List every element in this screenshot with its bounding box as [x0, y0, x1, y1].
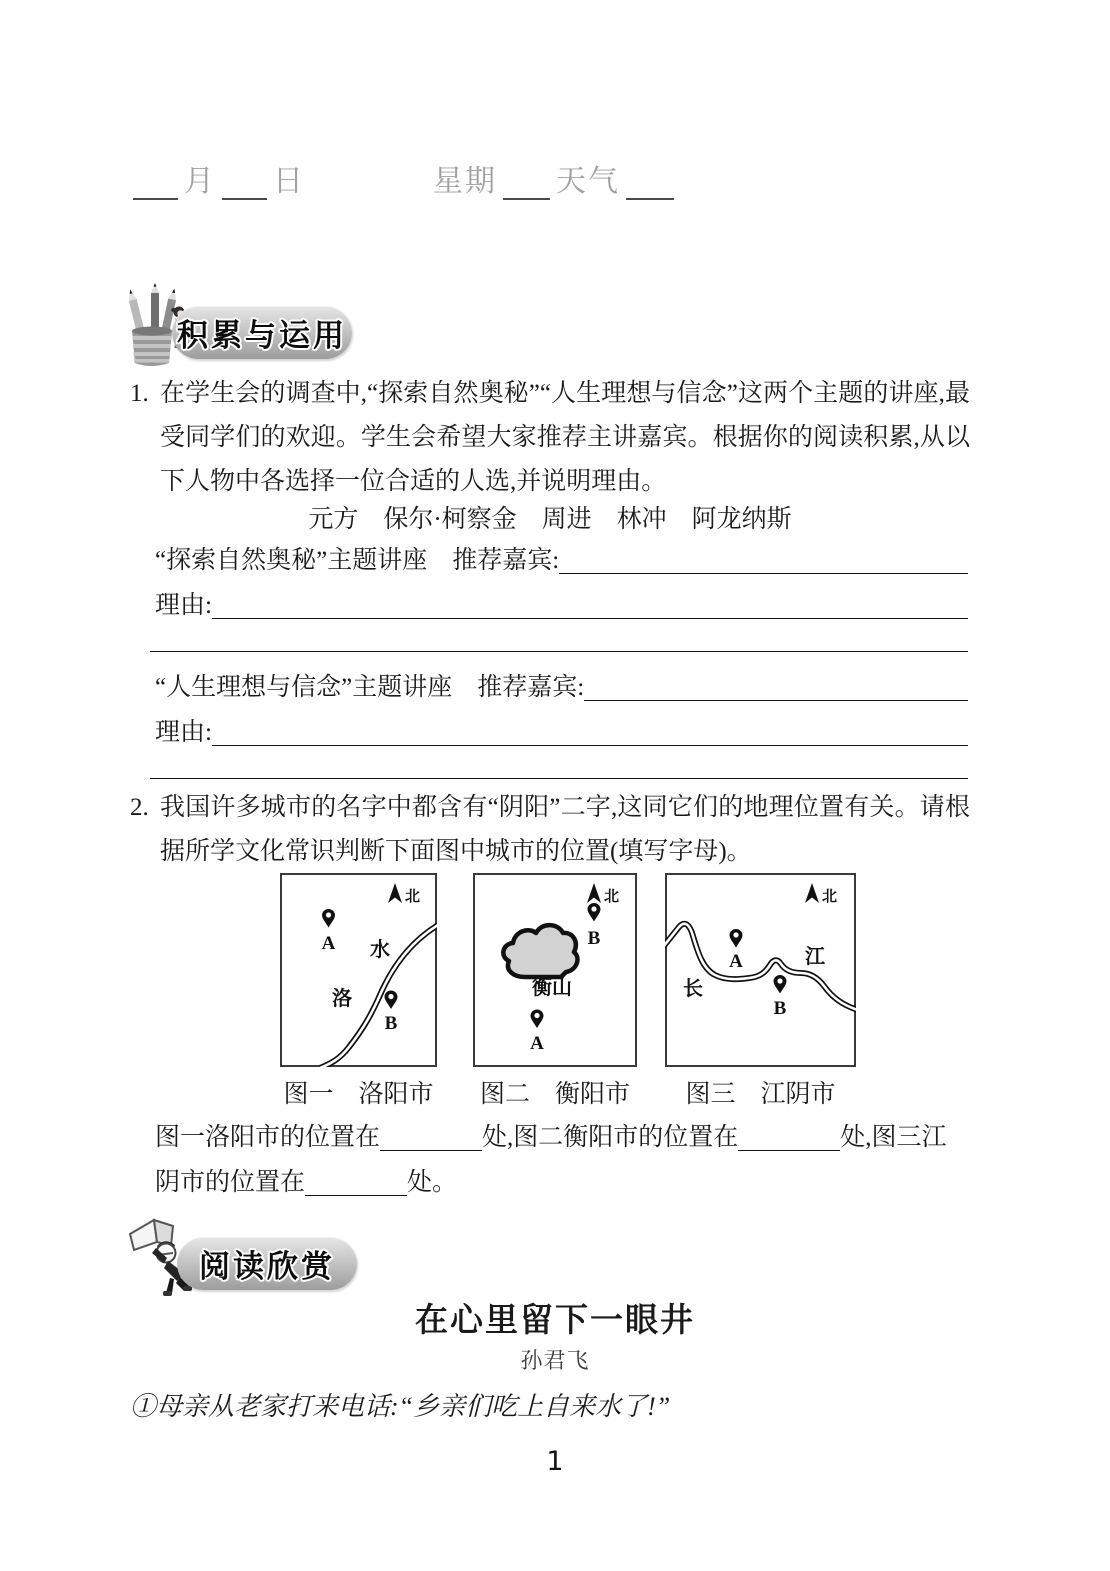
pin-a-label: A [729, 951, 743, 972]
svg-text:北: 北 [604, 889, 620, 905]
svg-text:北: 北 [405, 889, 421, 905]
question-2 [130, 786, 970, 874]
mountain-label: 衡山 [532, 977, 572, 999]
question-2-text: 我国许多城市的名字中都含有“阴阳”二字,这同它们的地理位置有关。请根据所学文化常识判断下面图中城市的位置(填写字母)。 [160, 794, 970, 865]
lecture1-row [155, 543, 968, 579]
pin-b-label: B [587, 928, 601, 949]
answer-blank [305, 1195, 407, 1196]
section-badge [172, 306, 352, 359]
answer-blank [380, 1150, 482, 1151]
reason-answer-blank [212, 745, 968, 746]
figure-3-caption: 图三 江阴市 [685, 1081, 836, 1108]
answer-seg: 处,图二衡阳市的位置在 [482, 1124, 739, 1151]
pin-a-label: A [530, 1033, 544, 1054]
svg-text:北: 北 [822, 889, 838, 905]
river-char-top: 水 [370, 939, 390, 961]
section-header-accumulation [127, 283, 427, 373]
answer-blank [738, 1150, 840, 1151]
section-title: 阅读欣赏 [199, 1249, 335, 1284]
pin-a-label: A [321, 933, 336, 954]
article-paragraph-1: ①母亲从老家打来电话:“乡亲们吃上自来水了!” [130, 1392, 671, 1421]
figure-1-caption: 图一 洛阳市 [283, 1081, 434, 1108]
week-blank [503, 164, 550, 200]
guest-answer-blank [584, 700, 968, 701]
guest-answer-blank [559, 573, 968, 574]
month-blank [133, 164, 178, 200]
answer-seg: 处。 [407, 1169, 458, 1196]
date-line [133, 156, 674, 200]
page-number: 1 [546, 1446, 564, 1477]
day-blank [222, 164, 267, 200]
river-char-left: 长 [683, 978, 703, 1000]
pin-b-label: B [773, 998, 787, 1019]
answer-seg: 处,图三江 [840, 1124, 947, 1151]
week-label: 星期 [433, 165, 497, 198]
reason-answer-blank [212, 618, 968, 619]
continuation-line [150, 778, 968, 779]
figure-2-caption: 图二 衡阳市 [479, 1081, 630, 1108]
answer-seg: 阴市的位置在 [155, 1169, 306, 1196]
river-char-right: 江 [805, 946, 825, 968]
article-title: 在心里留下一眼井 [415, 1303, 695, 1339]
reason-label: 理由: [155, 719, 212, 746]
map-figure-2-hengyang [473, 873, 637, 1067]
answer-seg: 图一洛阳市的位置在 [155, 1124, 381, 1151]
question-2-number: 2. [130, 794, 149, 821]
reason-label: 理由: [155, 592, 212, 619]
weather-blank [626, 164, 674, 200]
lecture2-row [155, 670, 968, 706]
question-1 [130, 372, 970, 504]
weather-label: 天气 [556, 165, 620, 198]
river-char-bottom: 洛 [332, 988, 352, 1010]
answer-row-2 [155, 1165, 968, 1201]
month-label: 月 [184, 165, 216, 198]
question-1-text: 在学生会的调查中,“探索自然奥秘”“人生理想与信念”这两个主题的讲座,最受同学们的欢迎。学生会希望大家推荐主讲嘉宾。根据你的阅读积累,从以下人物中各选择一位合适的人选,并说明理由。 [160, 380, 970, 495]
map-figure-1-luoyang [280, 873, 437, 1067]
reason2-row [155, 715, 968, 751]
section-badge [177, 1237, 357, 1290]
question-1-number: 1. [130, 380, 149, 407]
article-author: 孙君飞 [520, 1348, 590, 1373]
reason1-row [155, 588, 968, 624]
answer-row-1 [155, 1120, 968, 1156]
day-label: 日 [273, 165, 305, 198]
section-header-reading [127, 1212, 427, 1302]
lecture2-label: “人生理想与信念”主题讲座 推荐嘉宾: [155, 674, 585, 701]
section-title: 积累与运用 [177, 318, 347, 353]
candidate-names: 元方 保尔·柯察金 周进 林冲 阿龙纳斯 [308, 506, 792, 533]
pin-b-label: B [384, 1013, 398, 1034]
lecture1-label: “探索自然奥秘”主题讲座 推荐嘉宾: [155, 547, 560, 574]
map-figure-3-jiangyin [665, 873, 856, 1067]
continuation-line [150, 651, 968, 652]
